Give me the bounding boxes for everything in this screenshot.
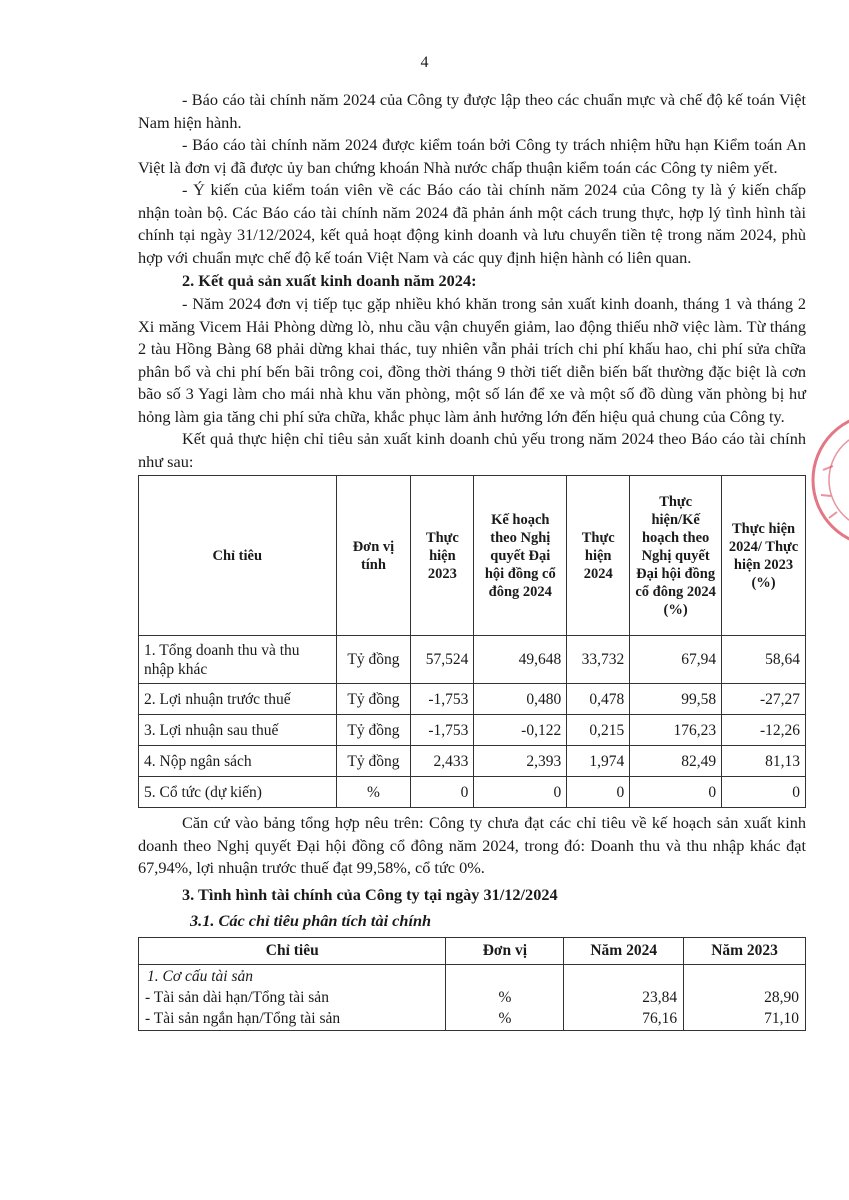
row-value-vs-2023: 81,13 (722, 746, 806, 777)
row-value-2023: -1,753 (411, 715, 474, 746)
table-row (139, 715, 806, 746)
intro-paragraph-2: - Báo cáo tài chính năm 2024 được kiểm toán bởi Công ty trách nhiệm hữu hạn Kiểm toán An Việt là đơn vị đã được ủy ban chứng khoán Nhà nước chấp thuận kiểm toán các Công ty niêm yết. (138, 135, 806, 177)
section-2-heading: 2. Kết quả sản xuất kinh doanh năm 2024: (182, 271, 477, 290)
value-2023-long-term: 28,90 (764, 988, 799, 1006)
row-unit: Tỷ đồng (336, 636, 411, 684)
row-labels (139, 964, 446, 1030)
row-value-vs-plan: 176,23 (630, 715, 722, 746)
row-value-vs-2023: 58,64 (722, 636, 806, 684)
section-2-paragraph-2: Kết quả thực hiện chỉ tiêu sản xuất kinh doanh chủ yếu trong năm 2024 theo Báo cáo tài chính như sau: (138, 429, 806, 471)
intro-paragraph-1: - Báo cáo tài chính năm 2024 của Công ty được lập theo các chuẩn mực và chế độ kế toán Việt Nam hiện hành. (138, 90, 806, 132)
group-label-asset-structure: 1. Cơ cấu tài sản (147, 967, 254, 985)
table-header-row (139, 476, 806, 636)
row-label: 1. Tổng doanh thu và thu nhập khác (139, 636, 337, 684)
row-units (446, 964, 564, 1030)
col-header-indicator: Chỉ tiêu (139, 937, 446, 964)
row-value-2024: 0,478 (567, 684, 630, 715)
row-label: 4. Nộp ngân sách (139, 746, 337, 777)
row-value-plan: 49,648 (474, 636, 567, 684)
col-header-year-2024: Năm 2024 (564, 937, 684, 964)
row-value-vs-plan: 67,94 (630, 636, 722, 684)
section-3-1-subheading: 3.1. Các chỉ tiêu phân tích tài chính (190, 910, 432, 930)
row-label: 3. Lợi nhuận sau thuế (139, 715, 337, 746)
col-header-unit: Đơn vị tính (336, 476, 411, 636)
row-label: 5. Cổ tức (dự kiến) (139, 777, 337, 808)
financial-ratios-table (138, 937, 806, 1031)
row-unit: % (336, 777, 411, 808)
row-values-2024 (564, 964, 684, 1030)
col-header-year-2023: Năm 2023 (684, 937, 806, 964)
red-seal-stamp (809, 400, 849, 560)
col-header-actual-2024: Thực hiện 2024 (567, 476, 630, 636)
row-value-plan: 0 (474, 777, 567, 808)
col-header-unit: Đơn vị (446, 937, 564, 964)
row-value-2023: 0 (411, 777, 474, 808)
row-value-2023: 2,433 (411, 746, 474, 777)
section-2-paragraph-1: - Năm 2024 đơn vị tiếp tục gặp nhiều khó khăn trong sản xuất kinh doanh, tháng 1 và tháng 2 Xi măng Vicem Hải Phòng dừng lò, nhu cầu vận chuyển giảm, lao động thiếu nhỡ việc làm. Từ tháng 2 tàu Hồng Bàng 68 phải dừng khai thác, tuy nhiên vẫn phải trích chi phí khấu hao, chi phí sửa chữa phân bổ và chi phí bến bãi trông coi, đồng thời tháng 9 thời tiết diễn biến bất thường đặc biệt là cơn bão số 3 Yagi làm cho mái nhà khu văn phòng, một số lán để xe và một số đồ dùng văn phòng bị hư hỏng làm gia tăng chi phí sửa chữa, khắc phục làm ảnh hưởng lớn đến hiệu quả chung của Công ty. (138, 294, 806, 426)
row-label: 2. Lợi nhuận trước thuế (139, 684, 337, 715)
row-value-plan: -0,122 (474, 715, 567, 746)
document-body (138, 89, 806, 1031)
row-value-2023: -1,753 (411, 684, 474, 715)
row-value-plan: 2,393 (474, 746, 567, 777)
col-header-indicator: Chỉ tiêu (139, 476, 337, 636)
row-value-2024: 0 (567, 777, 630, 808)
intro-paragraph-3: - Ý kiến của kiểm toán viên về các Báo cáo tài chính năm 2024 của Công ty là ý kiến chấp nhận toàn bộ. Các Báo cáo tài chính năm 2024 đã phản ánh một cách trung thực, hợp lý tình hình tài chính tại ngày 31/12/2024, kết quả hoạt động kinh doanh và lưu chuyển tiền tệ trong năm 2024, phù hợp với chuẩn mực chế độ kế toán Việt Nam và các quy định hiện hành có liên quan. (138, 180, 806, 267)
col-header-actual-vs-plan: Thực hiện/Kế hoạch theo Nghị quyết Đại hội đồng cổ đông 2024 (%) (630, 476, 722, 636)
value-2024-long-term: 23,84 (642, 988, 678, 1006)
value-2023-short-term: 71,10 (764, 1009, 799, 1027)
row-value-2023: 57,524 (411, 636, 474, 684)
row-unit: Tỷ đồng (336, 684, 411, 715)
row-values-2023 (684, 964, 806, 1030)
row-value-plan: 0,480 (474, 684, 567, 715)
row-value-vs-2023: -12,26 (722, 715, 806, 746)
row-label-short-term-assets: - Tài sản ngắn hạn/Tổng tài sản (145, 1009, 341, 1027)
row-unit: Tỷ đồng (336, 715, 411, 746)
table-header-row (139, 937, 806, 964)
row-value-vs-plan: 82,49 (630, 746, 722, 777)
row-value-vs-plan: 99,58 (630, 684, 722, 715)
section-3-heading: 3. Tình hình tài chính của Công ty tại ngày 31/12/2024 (182, 884, 558, 904)
table-row (139, 777, 806, 808)
row-unit-long-term: % (498, 988, 512, 1006)
table-row (139, 684, 806, 715)
row-unit: Tỷ đồng (336, 746, 411, 777)
table-row (139, 746, 806, 777)
row-value-2024: 1,974 (567, 746, 630, 777)
section-2-summary: Căn cứ vào bảng tổng hợp nêu trên: Công ty chưa đạt các chỉ tiêu về kế hoạch sản xuất kinh doanh theo Nghị quyết Đại hội đồng cổ đông năm 2024, trong đó: Doanh thu và thu nhập khác đạt 67,94%, lợi nhuận trước thuế đạt 99,58%, cổ tức 0%. (138, 813, 806, 877)
business-results-table (138, 475, 806, 808)
row-value-2024: 0,215 (567, 715, 630, 746)
table-row (139, 636, 806, 684)
page-number: 4 (420, 54, 429, 71)
col-header-plan-2024: Kế hoạch theo Nghị quyết Đại hội đồng cổ đông 2024 (474, 476, 567, 636)
row-value-vs-plan: 0 (630, 777, 722, 808)
row-label-long-term-assets: - Tài sản dài hạn/Tổng tài sản (145, 988, 329, 1006)
row-value-vs-2023: 0 (722, 777, 806, 808)
value-2024-short-term: 76,16 (642, 1009, 678, 1027)
row-unit-short-term: % (498, 1009, 512, 1027)
table-row (139, 964, 806, 1030)
col-header-actual-2023: Thực hiện 2023 (411, 476, 474, 636)
col-header-2024-vs-2023: Thực hiện 2024/ Thực hiện 2023 (%) (722, 476, 806, 636)
row-value-vs-2023: -27,27 (722, 684, 806, 715)
row-value-2024: 33,732 (567, 636, 630, 684)
